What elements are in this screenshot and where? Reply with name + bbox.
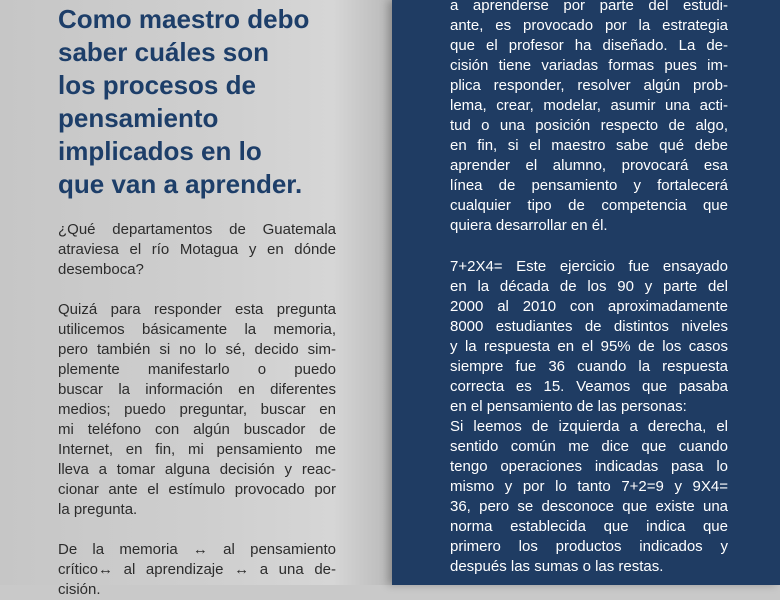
text-line: primero los productos indicados y [450,538,728,555]
text-line: norma establecida que indica que [450,518,728,535]
text-line: cualquier tipo de competencia que [450,197,728,214]
text-line: mi teléfono con algún buscador de [58,421,336,438]
text-line: lleva a tomar alguna decisión y reac- [58,461,336,478]
text-line: cisión tiene variadas formas pues im- [450,57,728,74]
text-line: desemboca? [58,261,144,278]
text-line: en el pensamiento de las personas: [450,398,687,415]
text-line: Si leemos de izquierda a derecha, el [450,418,728,435]
right-paragraph-exercise [450,257,728,577]
text-line: sentido común me dice que cuando [450,438,728,455]
text-line: cionar ante el estímulo provocado por [58,481,336,498]
text-line: Quizá para responder esta pregunta [58,301,336,318]
text-line: y la respuesta en el 95% de los casos [450,338,728,355]
text-line: atraviesa el río Motagua y en dónde [58,241,336,258]
text-line: quiera desarrollar en él. [450,217,608,234]
text-line: 2000 al 2010 con aproximadamente [450,298,728,315]
text-line: a aprenderse por parte del estudi- [450,0,728,14]
text-line: tengo operaciones indicadas pasa lo [450,458,728,475]
text-line: que el profesor ha diseñado. La de- [450,37,728,54]
text-line: utilicemos básicamente la memoria, [58,321,336,338]
right-paragraph-decision [450,0,728,236]
heading-line: Como maestro debo [58,4,310,34]
text-line: medios; puedo preguntar, buscar en [58,401,336,418]
text-line: mismo y por lo tanto 7+2=9 y 9X4= [450,478,728,495]
text-line: 7+2X4= Este ejercicio fue ensayado [450,258,728,275]
question-paragraph [58,220,336,280]
text-line: línea de pensamiento y fortalecerá [450,177,728,194]
left-paragraph-sequence [58,540,336,600]
heading-line: saber cuáles son [58,37,269,67]
text-line: plica responder, resolver algún prob- [450,77,728,94]
page-heading [58,3,358,201]
text-line: aprender el alumno, provocará esa [450,157,728,174]
text-line: 36, pero se desconoce que existe una [450,498,728,515]
text-line: siempre fue 36 cuando la respuesta [450,358,728,375]
text-line: la pregunta. [58,501,138,518]
text-line: Internet, en fin, mi pensamiento me [58,441,336,458]
text-line: 8000 estudiantes de distintos niveles [450,318,728,335]
text-line: en fin, si el maestro sabe qué debe [450,137,728,154]
heading-line: los procesos de [58,70,256,100]
text-line: De la memoria ↔ al pensamiento [58,541,336,558]
text-line: ante, es provocado por la estrategia [450,17,728,34]
text-line: correcta es 15. Veamos que pasaba [450,378,728,395]
heading-line: implicados en lo [58,136,262,166]
text-line: pero también si no lo sé, decido sim- [58,341,336,358]
text-line: buscar la información en diferentes [58,381,336,398]
text-line: plemente manifestarlo o puedo [58,361,336,378]
text-line: después las sumas o las restas. [450,558,664,575]
text-line: en la década de los 90 y parte del [450,278,728,295]
text-line: lema, crear, modelar, asumir una acti- [450,97,728,114]
heading-line: pensamiento [58,103,219,133]
left-paragraph-memory [58,300,336,520]
heading-line: que van a aprender. [58,169,303,199]
text-line: cisión. [58,581,101,598]
text-line: tud o una posición respecto de algo, [450,117,728,134]
text-line: crítico↔ al aprendizaje ↔ a una de- [58,561,336,578]
text-line: ¿Qué departamentos de Guatemala [58,221,336,238]
